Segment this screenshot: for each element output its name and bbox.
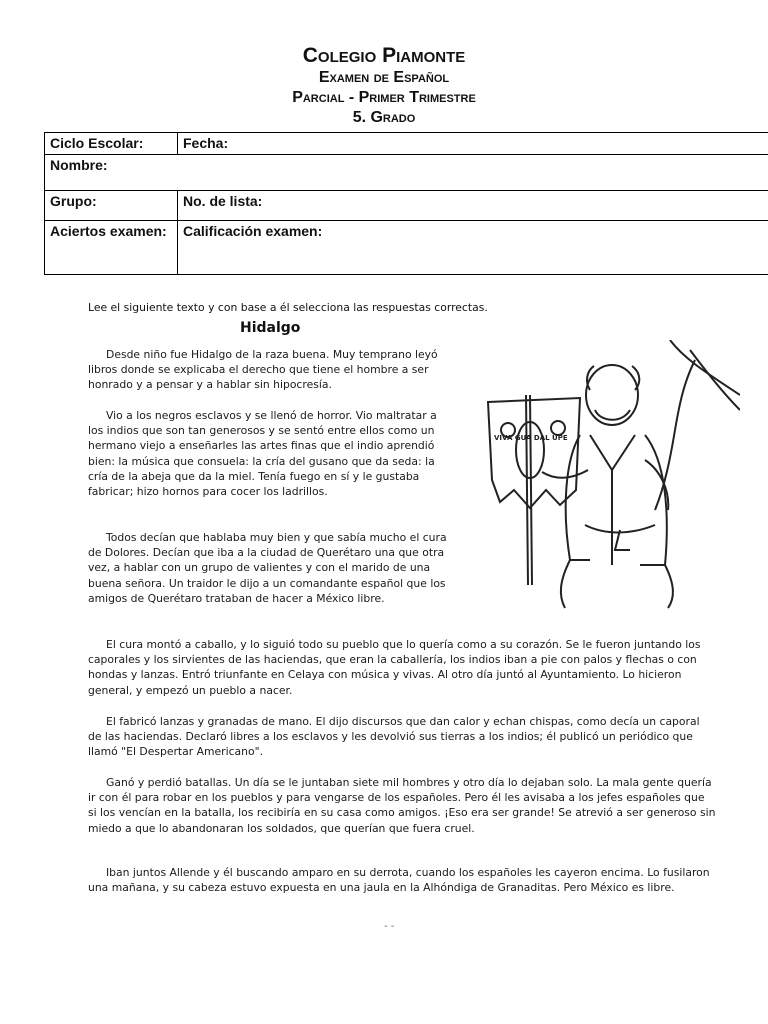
paragraph-3: Todos decían que hablaba muy bien y que sabía mucho el cura de Dolores. Decían que iba a la ciudad de Querétaro una que otra vez, a hablar con un grupo de valientes y con el marido de una buena señora. Un traidor le dijo a un comandante español que los amigos de Querétaro trataban de hacer a México libre.: [88, 531, 447, 605]
hidalgo-illustration: [470, 340, 740, 610]
banner-text: VIVA GUA DAL UPE: [494, 434, 568, 442]
student-info-table: [44, 132, 768, 275]
paragraph-1: Desde niño fue Hidalgo de la raza buena. Muy temprano leyó libros donde se explicaba el derecho que tiene el hombre a ser honrado y a pensar y a hablar sin hipocresía.: [88, 348, 438, 392]
paragraph-7: Iban juntos Allende y él buscando amparo en su derrota, cuando los españoles les cayeron encima. Lo fusilaron una mañana, y su cabeza estuvo expuesta en una jaula en la Alhóndiga de Granaditas. Pero México es libre.: [88, 866, 710, 895]
grupo-cell[interactable]: Grupo:: [45, 191, 178, 221]
paragraph-6: Ganó y perdió batallas. Un día se le juntaban siete mil hombres y otro día lo dejaban solo. La mala gente quería ir con él para robar en los pueblos y para vengarse de los españoles. Pero él les avisaba a los jefes españoles que si los vencían en la batalla, los recibiría en su casa como amigos. ¡Eso era ser grande! Se atrevió a ser generoso sin miedo a que lo abandonaran los soldados, que querían que fuera cruel.: [88, 776, 716, 835]
exam-grade: 5. Grado: [352, 109, 416, 126]
page-mark: - -: [384, 921, 395, 932]
paragraph-2: Vio a los negros esclavos y se llenó de horror. Vio maltratar a los indios que son tan generosos y se sentó entre ellos como un hermano viejo a enseñarles las artes finas que el indio aprendió bien: la música que consuela: la cría del gusano que da seda: la cría de la abeja que da la miel. Tenía fuego en sí y le gustaba fabricar; hizo hornos para cocer los ladrillos.: [88, 409, 437, 499]
instructions: Lee el siguiente texto y con base a él selecciona las respuestas correctas.: [88, 301, 488, 314]
exam-title: Examen de Español: [318, 69, 450, 86]
aciertos-cell[interactable]: Aciertos examen:: [45, 221, 178, 275]
lista-cell[interactable]: No. de lista:: [178, 191, 768, 221]
fecha-cell[interactable]: Fecha:: [178, 133, 768, 155]
paragraph-5: El fabricó lanzas y granadas de mano. El dijo discursos que dan calor y echan chispas, como decía un caporal de las haciendas. Declaró libres a los esclavos y les devolvió sus tierras a los indios; él publicó un periódico que llamó "El Despertar Americano".: [88, 715, 700, 759]
ciclo-escolar-cell[interactable]: Ciclo Escolar:: [45, 133, 178, 155]
exam-header: [0, 44, 768, 128]
nombre-cell[interactable]: Nombre:: [45, 155, 768, 191]
paragraph-4: El cura montó a caballo, y lo siguió todo su pueblo que lo quería como a su corazón. Se le fueron juntando los caporales y los sirvientes de las haciendas, que eran la caballería, los indios iban a pie con palos y flechas o con hondas y lanzas. Entró triunfante en Celaya con música y vivas. Al otro día juntó al Ayuntamiento. Lo hicieron general, y empezó un pueblo a nacer.: [88, 638, 701, 697]
reading-title: Hidalgo: [240, 320, 301, 336]
school-name: Colegio Piamonte: [302, 44, 466, 67]
calificacion-cell[interactable]: Calificación examen:: [178, 221, 768, 275]
exam-period: Parcial - Primer Trimestre: [292, 89, 476, 106]
